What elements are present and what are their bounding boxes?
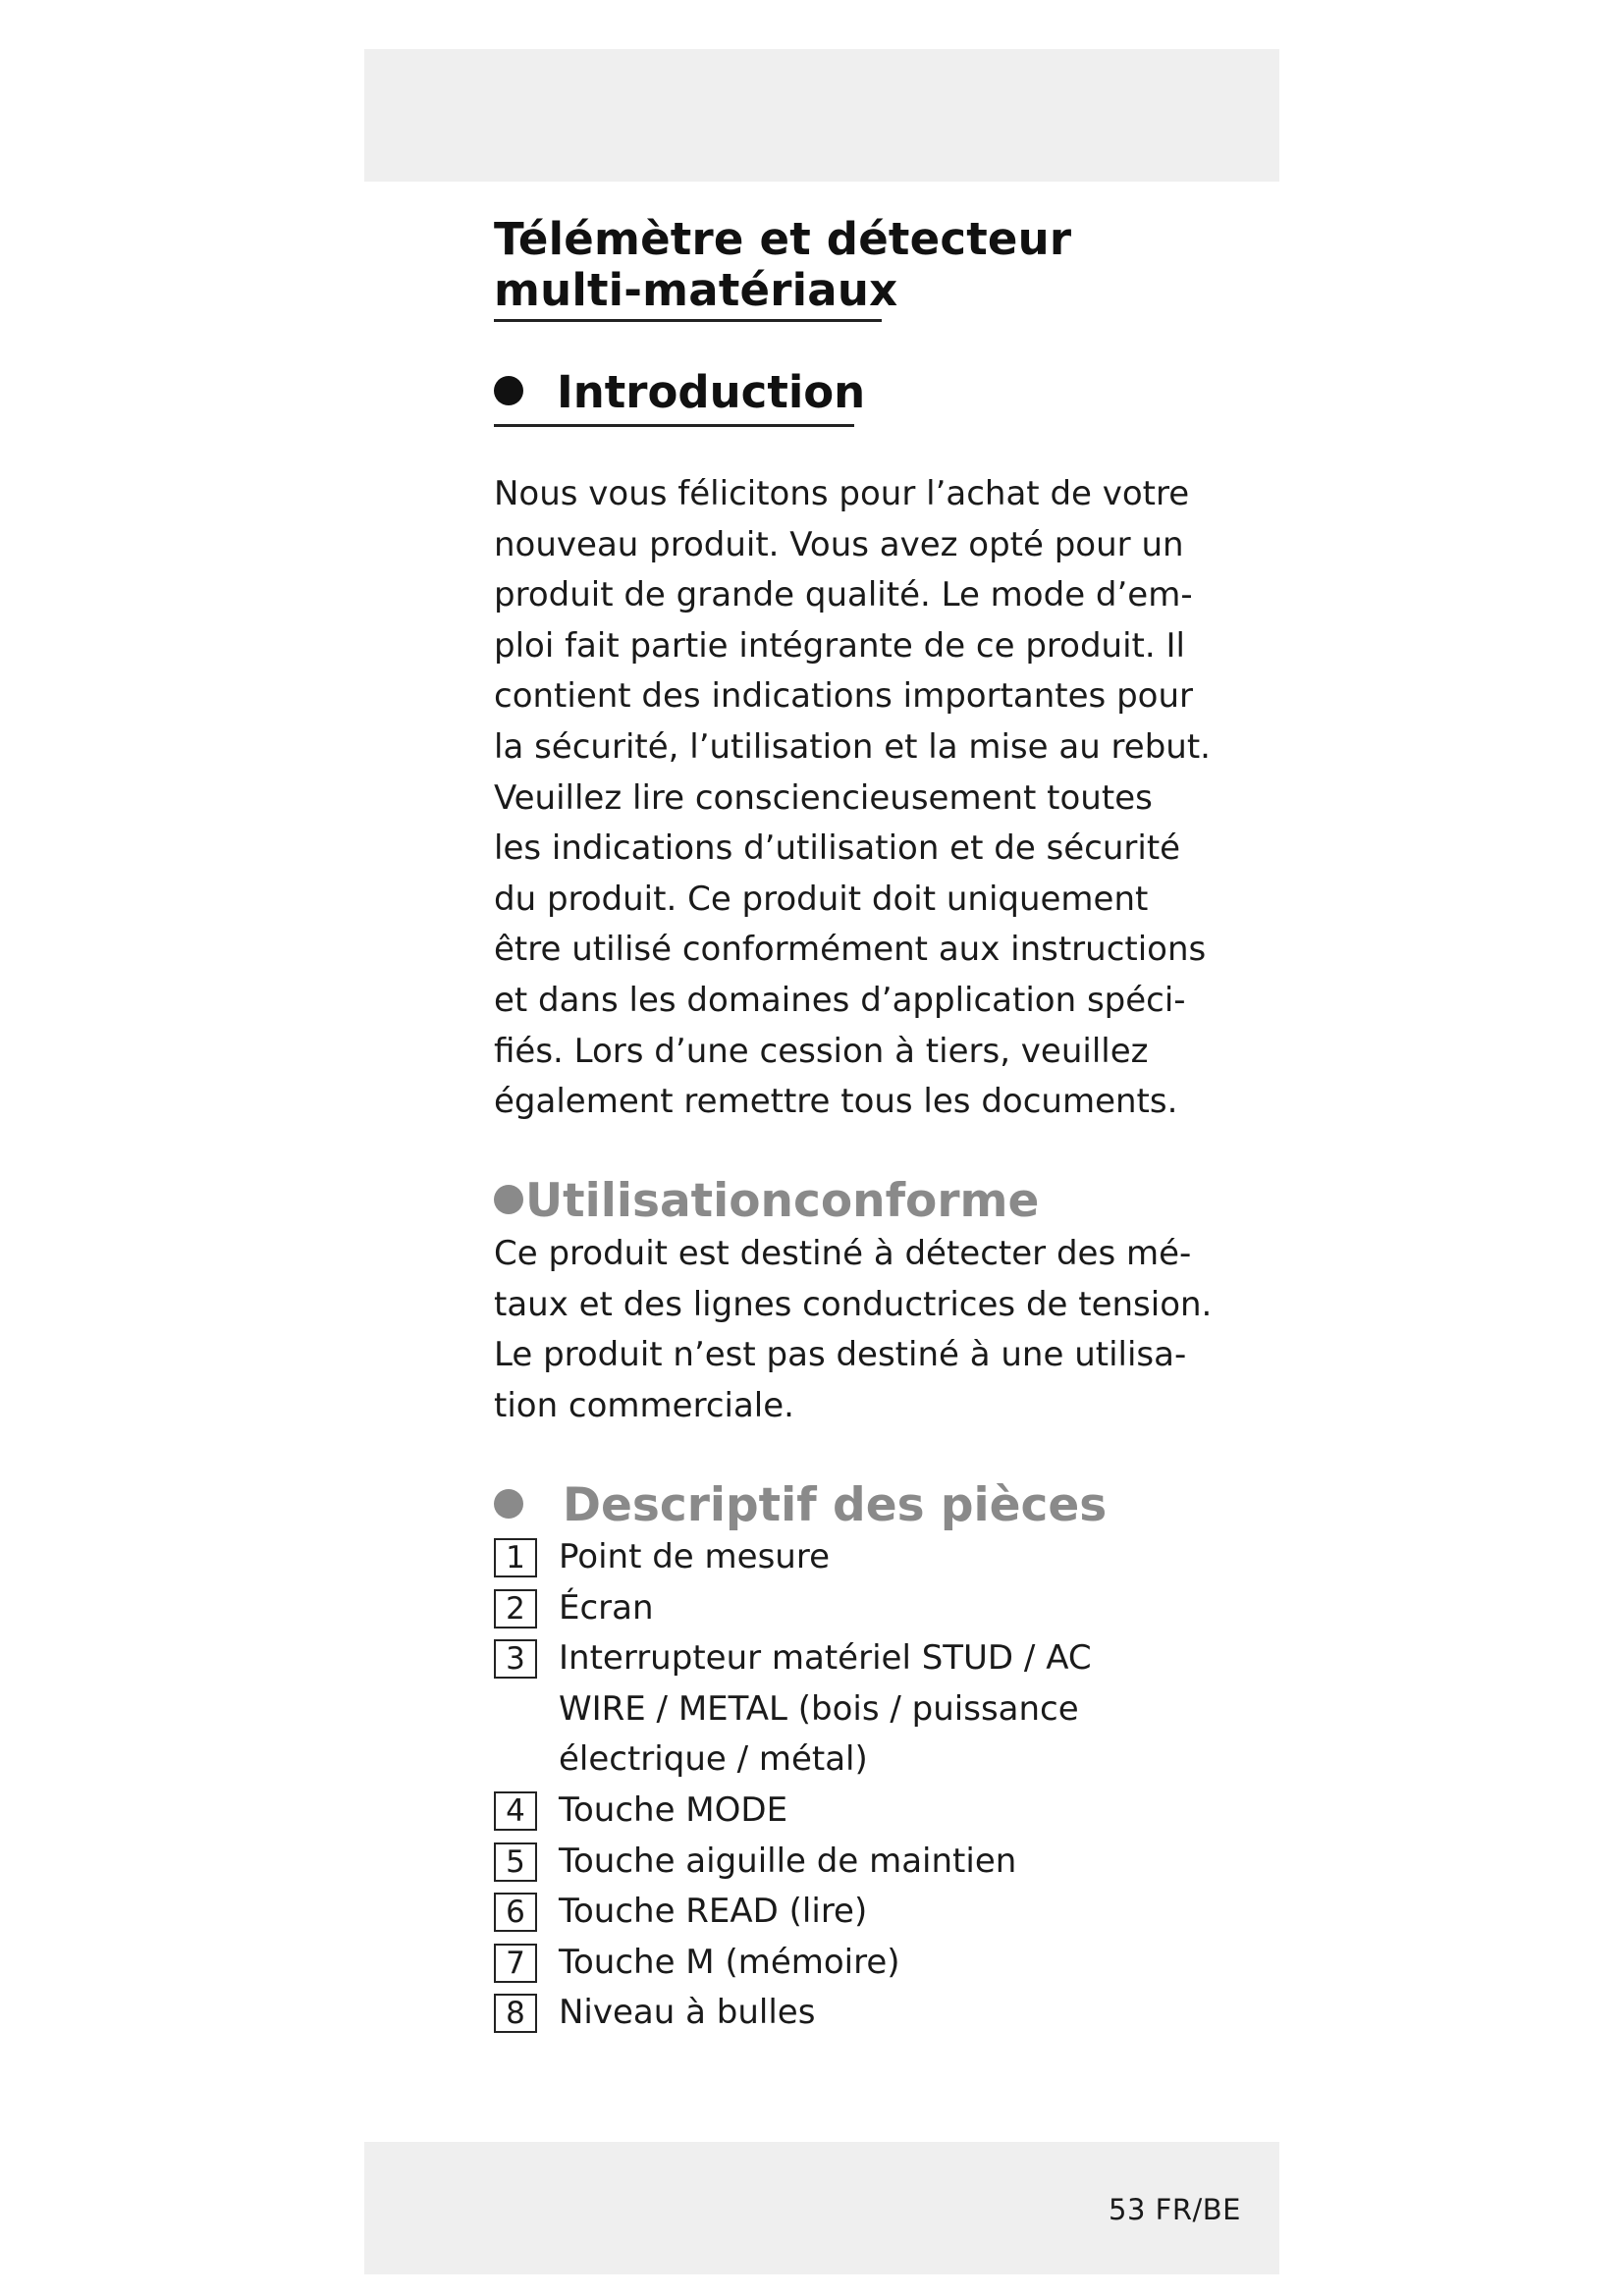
introduction-line: du produit. Ce produit doit uniquement	[494, 879, 1149, 919]
part-number-box: 4	[494, 1791, 537, 1831]
usage-line: Ce produit est destiné à détecter des mé-	[494, 1234, 1192, 1273]
introduction-line: produit de grande qualité. Le mode d’em-	[494, 575, 1193, 615]
part-item	[494, 1988, 1181, 2039]
introduction-paragraph	[494, 469, 1211, 1128]
introduction-line: ploi fait partie intégrante de ce produit. Il	[494, 625, 1185, 666]
introduction-line: contient des indications importantes pour	[494, 676, 1193, 717]
part-number-box: 8	[494, 1994, 537, 2033]
part-label-line: Écran	[559, 1587, 654, 1628]
introduction-line: les indications d’utilisation et de sécurité	[494, 828, 1181, 869]
footer-band	[364, 2142, 1279, 2274]
parts-list	[494, 1532, 1181, 2039]
part-label-line: Touche MODE	[559, 1789, 788, 1830]
usage-line: tion commerciale.	[494, 1385, 794, 1425]
bullet-icon	[494, 1489, 523, 1519]
part-label	[559, 1887, 867, 1938]
introduction-line: la sécurité, l’utilisation et la mise au rebut.	[494, 726, 1211, 767]
part-item	[494, 1887, 1181, 1938]
part-item	[494, 1532, 1181, 1583]
introduction-line: et dans les domaines d’application spéci-	[494, 980, 1186, 1020]
title-underline	[494, 319, 882, 322]
part-number-box: 5	[494, 1842, 537, 1882]
introduction-heading	[494, 366, 865, 418]
usage-heading	[494, 1174, 1039, 1228]
part-label	[559, 1532, 830, 1583]
part-label	[559, 1938, 900, 1989]
introduction-heading-text: Introduction	[557, 366, 866, 418]
introduction-line: également remettre tous les documents.	[494, 1082, 1178, 1122]
introduction-line: Veuillez lire consciencieusement toutes	[494, 777, 1153, 818]
introduction-line: Nous vous félicitons pour l’achat de votre	[494, 474, 1190, 513]
part-label-line: Point de mesure	[559, 1537, 830, 1576]
usage-paragraph	[494, 1229, 1213, 1431]
page-number: 53 FR/BE	[1109, 2193, 1241, 2226]
part-item	[494, 1633, 1181, 1786]
part-number-box: 2	[494, 1589, 537, 1629]
parts-heading	[494, 1478, 1107, 1532]
part-label-line: Interrupteur matériel STUD / AC	[559, 1638, 1092, 1679]
part-number-box: 1	[494, 1538, 537, 1577]
introduction-line: fiés. Lors d’une cession à tiers, veuillez	[494, 1031, 1149, 1071]
part-label-line: Niveau à bulles	[559, 1993, 816, 2033]
part-item	[494, 1786, 1181, 1837]
document-title	[494, 214, 1071, 316]
part-label	[559, 1988, 815, 2039]
bullet-icon	[494, 376, 523, 405]
part-item	[494, 1938, 1181, 1989]
bullet-icon	[494, 1185, 523, 1214]
part-label-line: Touche M (mémoire)	[559, 1942, 900, 1982]
part-number-box: 7	[494, 1944, 537, 1983]
introduction-underline	[494, 424, 854, 427]
document-title-line-2: multi-matériaux	[494, 264, 898, 316]
introduction-line: être utilisé conformément aux instructions	[494, 930, 1207, 970]
part-label	[559, 1837, 1016, 1888]
usage-heading-text: Utilisationconforme	[525, 1174, 1040, 1228]
usage-line: Le produit n’est pas destiné à une utilisa-	[494, 1335, 1187, 1375]
part-number-box: 3	[494, 1639, 537, 1679]
part-label-line: Touche READ (lire)	[559, 1892, 868, 1932]
part-label-line: WIRE / METAL (bois / puissance	[559, 1688, 1079, 1729]
part-label	[559, 1786, 787, 1837]
part-label-line: Touche aiguille de maintien	[559, 1841, 1017, 1881]
part-item	[494, 1583, 1181, 1634]
parts-heading-text: Descriptif des pièces	[563, 1478, 1108, 1532]
document-title-line-1: Télémètre et détecteur	[494, 213, 1072, 265]
part-label-line: électrique / métal)	[559, 1739, 868, 1780]
part-label	[559, 1583, 654, 1634]
part-label	[559, 1633, 1092, 1786]
header-band	[364, 49, 1279, 182]
part-number-box: 6	[494, 1893, 537, 1932]
introduction-line: nouveau produit. Vous avez opté pour un	[494, 524, 1184, 564]
part-item	[494, 1837, 1181, 1888]
usage-line: taux et des lignes conductrices de tension.	[494, 1284, 1213, 1324]
